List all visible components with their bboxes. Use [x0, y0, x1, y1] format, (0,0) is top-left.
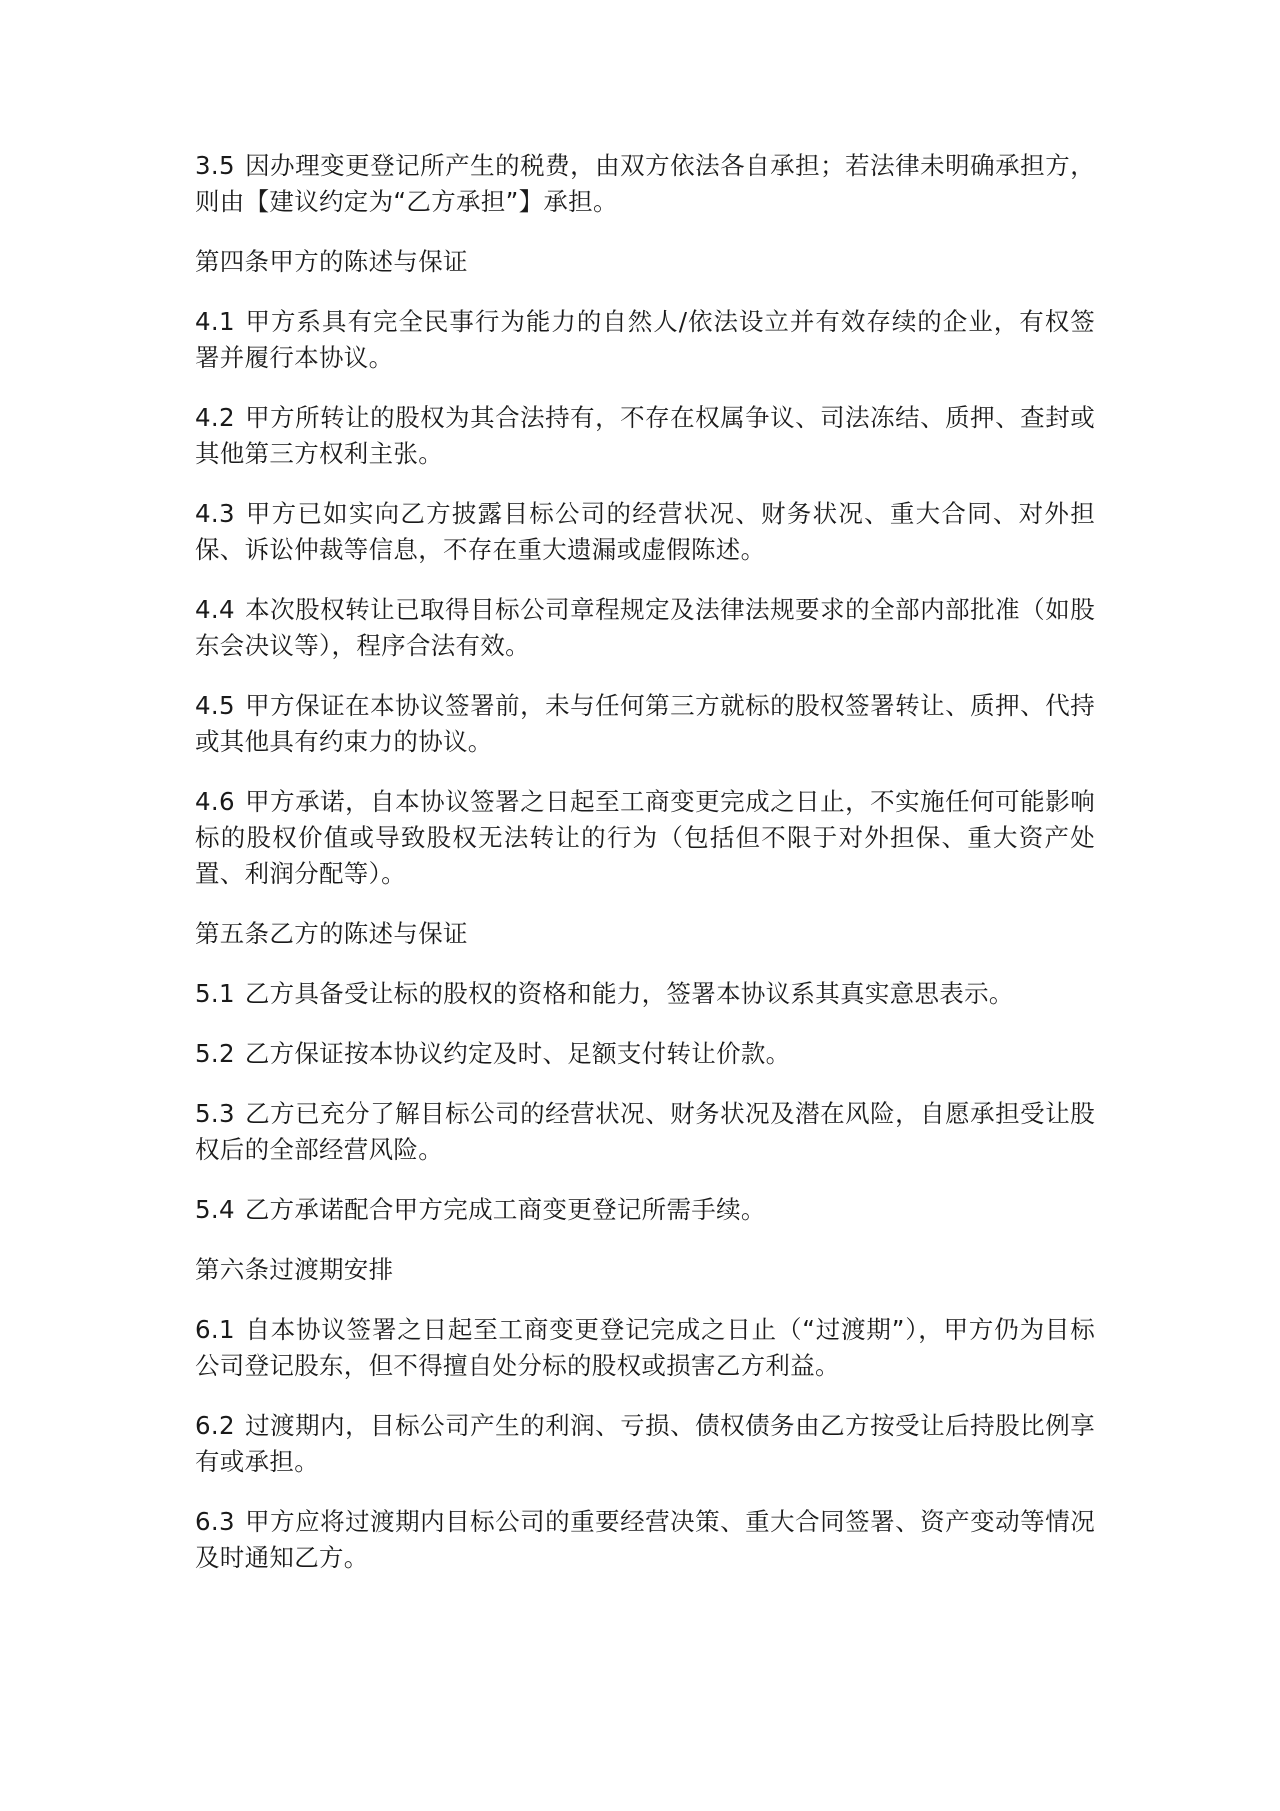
clause-5-3: [195, 1096, 1095, 1168]
clause-text: 自本协议签署之日起至工商变更登记完成之日止（“过渡期”），甲方仍为目标公司登记股东，但不得擅自处分标的股权或损害乙方利益。: [195, 1315, 1095, 1380]
clause-number: 6.1: [195, 1315, 235, 1344]
clause-number: 5.2: [195, 1039, 235, 1068]
clause-number: 5.3: [195, 1099, 235, 1128]
clause-text: 甲方系具有完全民事行为能力的自然人/依法设立并有效存续的企业，有权签署并履行本协议。: [195, 307, 1095, 372]
clause-3-5: [195, 148, 1095, 220]
clause-5-2: [195, 1036, 1095, 1072]
clause-number: 5.1: [195, 979, 235, 1008]
clause-number: 5.4: [195, 1195, 235, 1224]
clause-text: 乙方已充分了解目标公司的经营状况、财务状况及潜在风险，自愿承担受让股权后的全部经营风险。: [195, 1099, 1095, 1164]
clause-4-3: [195, 496, 1095, 568]
clause-text: 因办理变更登记所产生的税费，由双方依法各自承担；若法律未明确承担方，则由【建议约定为“乙方承担”】承担。: [195, 151, 1095, 216]
clause-number: 4.3: [195, 499, 235, 528]
clause-number: 4.2: [195, 403, 235, 432]
clause-text: 甲方已如实向乙方披露目标公司的经营状况、财务状况、重大合同、对外担保、诉讼仲裁等信息，不存在重大遗漏或虚假陈述。: [195, 499, 1095, 564]
clause-number: 4.5: [195, 691, 235, 720]
clause-text: 甲方保证在本协议签署前，未与任何第三方就标的股权签署转让、质押、代持或其他具有约束力的协议。: [195, 691, 1095, 756]
section-heading-5: 第五条乙方的陈述与保证: [195, 919, 468, 948]
clause-number: 3.5: [195, 151, 235, 180]
clause-number: 4.4: [195, 595, 235, 624]
clause-text: 乙方承诺配合甲方完成工商变更登记所需手续。: [244, 1195, 766, 1224]
clause-4-4: [195, 592, 1095, 664]
clause-number: 6.3: [195, 1507, 235, 1536]
clause-4-1: [195, 304, 1095, 376]
clause-text: 甲方承诺，自本协议签署之日起至工商变更完成之日止，不实施任何可能影响标的股权价值或导致股权无法转让的行为（包括但不限于对外担保、重大资产处置、利润分配等）。: [195, 787, 1095, 888]
clause-text: 本次股权转让已取得目标公司章程规定及法律法规要求的全部内部批准（如股东会决议等），程序合法有效。: [195, 595, 1095, 660]
clause-number: 6.2: [195, 1411, 235, 1440]
clause-text: 过渡期内，目标公司产生的利润、亏损、债权债务由乙方按受让后持股比例享有或承担。: [195, 1411, 1095, 1476]
clause-text: 乙方保证按本协议约定及时、足额支付转让价款。: [244, 1039, 791, 1068]
section-heading-6: 第六条过渡期安排: [195, 1255, 394, 1284]
clause-6-2: [195, 1408, 1095, 1480]
clause-5-4: [195, 1192, 1095, 1228]
clause-number: 4.1: [195, 307, 235, 336]
clause-6-1: [195, 1312, 1095, 1384]
clause-4-5: [195, 688, 1095, 760]
clause-6-3: [195, 1504, 1095, 1576]
clause-4-2: [195, 400, 1095, 472]
clause-number: 4.6: [195, 787, 235, 816]
clause-text: 甲方所转让的股权为其合法持有，不存在权属争议、司法冻结、质押、查封或其他第三方权利主张。: [195, 403, 1095, 468]
clause-4-6: [195, 784, 1095, 892]
clause-text: 甲方应将过渡期内目标公司的重要经营决策、重大合同签署、资产变动等情况及时通知乙方。: [195, 1507, 1095, 1572]
document-page: [195, 148, 1095, 1600]
section-heading-4: 第四条甲方的陈述与保证: [195, 247, 468, 276]
clause-text: 乙方具备受让标的股权的资格和能力，签署本协议系其真实意思表示。: [244, 979, 1014, 1008]
clause-5-1: [195, 976, 1095, 1012]
